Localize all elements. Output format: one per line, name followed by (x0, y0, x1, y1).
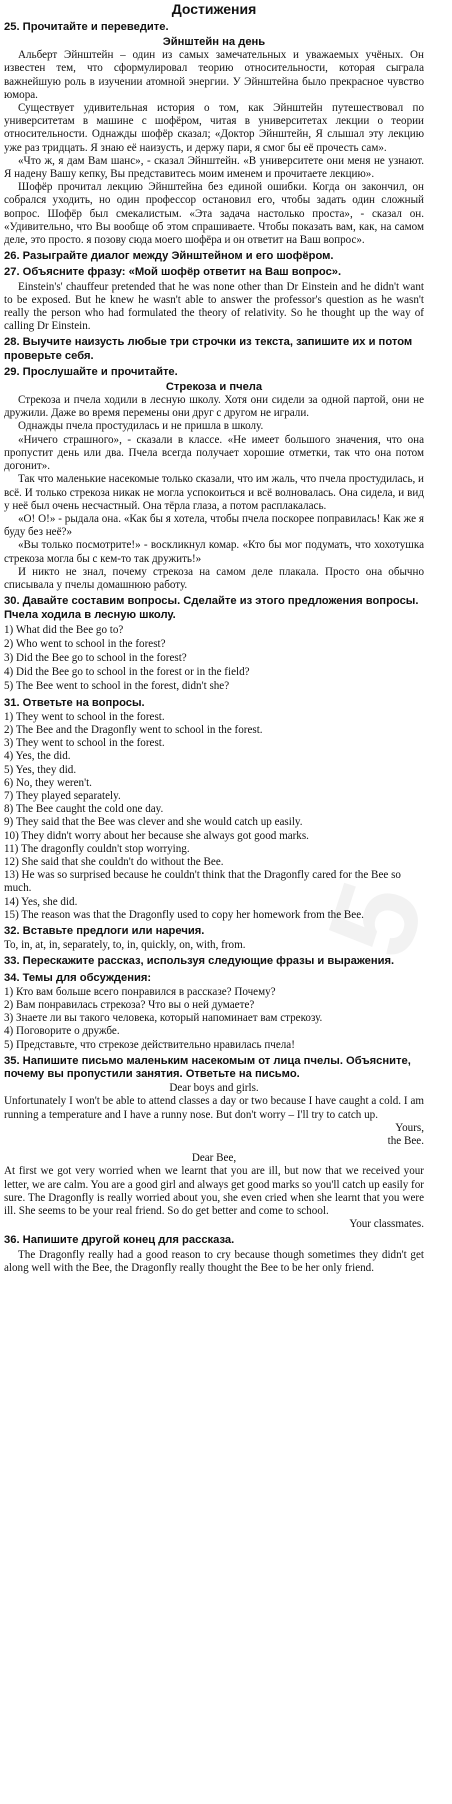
list-item: 5) Yes, they did. (4, 763, 77, 776)
list-item: 3) Did the Bee go to school in the forest? (4, 651, 187, 664)
task-32-answer: To, in, at, in, separately, to, in, quickly, on, with, from. (4, 939, 246, 952)
list-item: 1) What did the Bee go to? (4, 623, 124, 636)
task-29-paragraph: Однажды пчела простудилась и не пришла в школу. (18, 420, 264, 433)
list-item: 15) The reason was that the Dragonfly used to copy her homework from the Bee. (4, 908, 364, 921)
list-item: 2) Вам понравилась стрекоза? Что вы о ней думаете? (4, 999, 255, 1012)
watermark: 5 (301, 867, 450, 973)
task-30-heading: 30. Давайте составим вопросы. Сделайте из этого предложения вопросы. (4, 595, 419, 608)
task-27-answer: Einstein's' chauffeur pretended that he was none other than Dr Einstein and he didn't want to be exposed. But he knew he wasn't able to answer the professor's question as he wasn't really the person who had formulated the theory of relativity. So he thought up the way of calling Dr Einstein. (4, 280, 424, 333)
list-item: 9) They said that the Bee was clever and she would catch up easily. (4, 816, 303, 829)
task-36-heading: 36. Напишите другой конец для рассказа. (4, 1234, 235, 1247)
task-25-paragraph: Шофёр прочитал лекцию Эйнштейна без единой ошибки. Когда он закончил, он собрался уходить, но один профессор остановил его, чтобы задать один сложный вопрос. Шофёр был смекалистым. «Эта задача настолько проста», - сказал он. «Удивительно, что Вы вообще об этом спрашиваете. Чтобы показать вам, как, на самом деле, это просто. я позову сюда моего шофёра и он ответит на Ваш вопрос». (4, 181, 424, 247)
task-29-paragraph: «Ничего страшного», - сказали в классе. «Не имеет большого значения, что она пропустит день или два. Пчела всегда получает хорошие отметки, так что она потом догонит». (4, 433, 424, 473)
task-32-heading: 32. Вставьте предлоги или наречия. (4, 925, 205, 937)
list-item: 3) Знаете ли вы такого человека, который напоминает вам стрекозу. (4, 1012, 323, 1025)
task-26-heading: 26. Разыграйте диалог между Эйнштейном и его шофёром. (4, 250, 334, 263)
list-item: 6) No, they weren't. (4, 776, 92, 789)
list-item: 7) They played separately. (4, 789, 121, 802)
reply-signature: Your classmates. (349, 1218, 424, 1231)
list-item: 8) The Bee caught the cold one day. (4, 803, 164, 816)
task-29-heading: 29. Прослушайте и прочитайте. (4, 365, 178, 378)
list-item: 14) Yes, she did. (4, 895, 78, 908)
task-29-paragraph: «Вы только посмотрите!» - воскликнул комар. «Кто бы мог подумать, что хохотушка стрекоза могла бы с кем-то так дружить!» (4, 539, 424, 565)
letter-signoff: Yours, (395, 1121, 424, 1134)
list-item: 2) The Bee and the Dragonfly went to school in the forest. (4, 723, 263, 736)
task-25-paragraph: Альберт Эйнштейн – один из самых замечательных и уважаемых учёных. Он известен тем, что сформулировал теорию относительности, которая сыграла важнейшую роль в изучении атомной энергии. У Эйнштейна было прекрасное чувство юмора. (4, 49, 424, 101)
list-item: 3) They went to school in the forest. (4, 737, 165, 750)
story-title-einstein: Эйнштейн на день (162, 36, 266, 49)
task-31-heading: 31. Ответьте на вопросы. (4, 696, 145, 709)
task-29-paragraph: «О! О!» - рыдала она. «Как бы я хотела, чтобы пчела поскорее поправилась! Как же я буду без неё?» (4, 512, 424, 539)
task-25-paragraph: «Что ж, я дам Вам шанс», - сказал Эйнштейн. «В университете они меня не узнают. Я надену Вашу кепку, Вы представитесь моим именем и прочитаете лекцию». (4, 154, 424, 181)
task-29-paragraph: Стрекоза и пчела ходили в лесную школу. Хотя они сидели за одной партой, они не дружили. Даже во время перемены они друг с другом не играли. (4, 394, 424, 420)
list-item: 12) She said that she couldn't do without the Bee. (4, 855, 224, 868)
list-item: 1) Кто вам больше всего понравился в рассказе? Почему? (4, 985, 276, 998)
task-25-paragraph: Существует удивительная история о том, как Эйнштейн путешествовал по университетам в машине с шофёром, читая в университетах лекции о теории относительности. Однажды шофёр сказал; «Доктор Эйнштейн, Я слышал эту лекцию уже раз тридцать. Я знаю её наизусть, и держу пари, я смог бы её прочесть сам». (4, 102, 424, 154)
reply-body: At first we got very worried when we learnt that you are ill, but now that we received your letter, we are calm. You are a good girl and always get good marks so you'll catch up easily for sure. The Dragonfly is really worried about you, she even cried when she learnt that you were ill. She seems to be your real friend. So do get better and come to school. (4, 1165, 424, 1218)
list-item: 4) Yes, the did. (4, 750, 71, 763)
task-27-heading: 27. Объясните фразу: «Мой шофёр ответит на Ваш вопрос». (4, 266, 342, 279)
task-35-heading: 35. Напишите письмо маленьким насекомым от лица пчелы. Объясните, почему вы пропустили занятия. Ответьте на письмо. (4, 1054, 411, 1081)
task-34-heading: 34. Темы для обсуждения: (4, 971, 152, 984)
task-29-paragraph: И никто не знал, почему стрекоза на самом деле плакала. Просто она обычно списывала у пчелы домашнюю работу. (4, 565, 424, 591)
list-item: 4) Поговорите о дружбе. (4, 1025, 120, 1038)
list-item: 2) Who went to school in the forest? (4, 637, 166, 650)
task-28-heading: 28. Выучите наизусть любые три строчки из текста, запишите их и потом проверьте себя. (4, 336, 413, 362)
task-25-heading: 25. Прочитайте и переведите. (4, 21, 169, 33)
list-item: 5) Представьте, что стрекозе действительно нравилась пчела! (4, 1038, 295, 1051)
task-30-sentence: Пчела ходила в лесную школу. (4, 609, 176, 622)
list-item: 5) The Bee went to school in the forest, didn't she? (4, 680, 230, 693)
list-item: 11) The dragonfly couldn't stop worrying. (4, 842, 190, 855)
page-heading: Достижения (171, 1, 257, 17)
task-33-heading: 33. Перескажите рассказ, используя следующие фразы и выражения. (4, 955, 395, 968)
story-title-dragonfly: Стрекоза и пчела (165, 381, 263, 394)
page (4, 0, 424, 1275)
task-29-paragraph: Так что маленькие насекомые только сказали, что им жаль, что пчела простудилась, и всё. И только стрекоза никак не могла успокоиться и всё волновалась. Она сидела, и вид у неё был очень несчастный. Она тёрла глаза, а потом расплакалась. (4, 473, 424, 512)
list-item: 10) They didn't worry about her because she always got good marks. (4, 829, 309, 842)
list-item: 1) They went to school in the forest. (4, 710, 165, 723)
list-item: 13) He was so surprised because he couldn't think that the Dragonfly cared for the Bee so much. (4, 869, 401, 895)
letter-signature: the Bee. (387, 1135, 424, 1148)
list-item: 4) Did the Bee go to school in the forest or in the field? (4, 666, 250, 679)
letter-body: Unfortunately I won't be able to attend classes a day or two because I have caught a cold. I am running a temperature and I have a runny nose. But don't worry – I'll try to catch up. (4, 1095, 424, 1121)
task-36-answer: The Dragonfly really had a good reason to cry because though sometimes they didn't get along well with the Bee, the Dragonfly really thought the Bee to be her only friend. (4, 1248, 424, 1274)
letter-greeting: Dear boys and girls. (169, 1082, 259, 1095)
reply-greeting: Dear Bee, (191, 1152, 237, 1165)
